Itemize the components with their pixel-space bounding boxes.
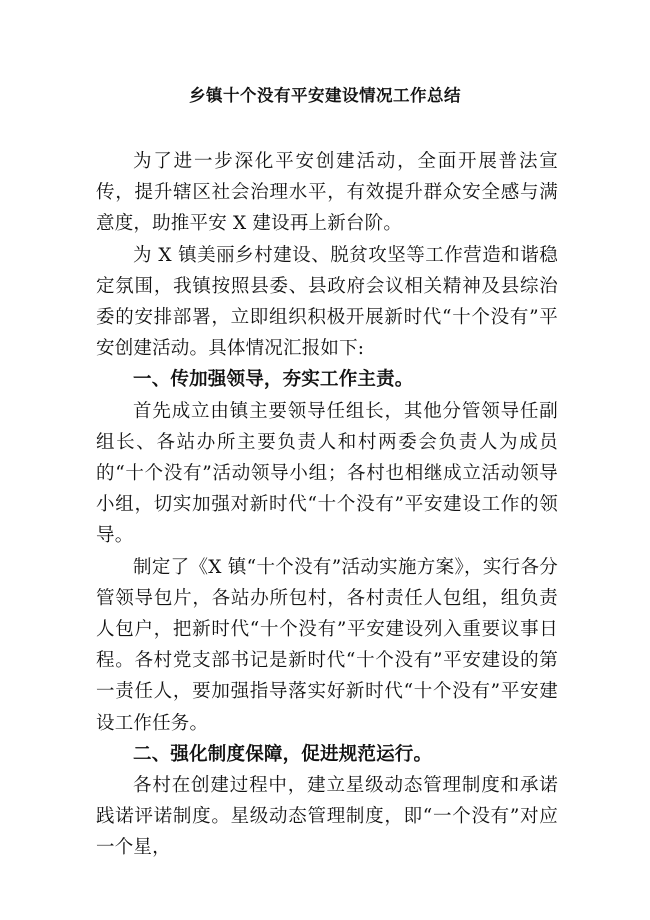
document-title: 乡镇十个没有平安建设情况工作总结 xyxy=(189,86,461,105)
document-body xyxy=(96,146,558,864)
paragraph-background: 为 X 镇美丽乡村建设、脱贫攻坚等工作营造和谐稳定氛围，我镇按照县委、县政府会议相关精神及县综治委的安排部署，立即组织积极开展新时代“十个没有”平安创建活动。具体情况汇报如下: xyxy=(96,244,558,360)
paragraph-implementation-plan: 制定了《X 镇“十个没有”活动实施方案》，实行各分管领导包片，各站办所包村，各村责任人包组，组负责人包户，把新时代“十个没有”平安建设列入重要议事日程。各村党支部书记是新时代“十个没有”平安建设的第一责任人，要加强指导落实好新时代“十个没有”平安建设工作任务。 xyxy=(96,556,558,734)
paragraph-leadership-group: 首先成立由镇主要领导任组长，其他分管领导任副组长、各站办所主要负责人和村两委会负责人为成员的“十个没有”活动领导小组；各村也相继成立活动领导小组，切实加强对新时代“十个没有”平安建设工作的领导。 xyxy=(96,400,558,547)
section-heading-2: 二、强化制度保障，促进规范运行。 xyxy=(133,743,433,765)
section-heading-1: 一、传加强领导，夯实工作主责。 xyxy=(133,369,414,391)
paragraph-intro: 为了进一步深化平安创建活动，全面开展普法宣传，提升辖区社会治理水平，有效提升群众安全感与满意度，助推平安 X 建设再上新台阶。 xyxy=(96,151,558,235)
paragraph-star-management: 各村在创建过程中，建立星级动态管理制度和承诺践诺评诺制度。星级动态管理制度，即“一个没有”对应一个星， xyxy=(96,775,558,859)
